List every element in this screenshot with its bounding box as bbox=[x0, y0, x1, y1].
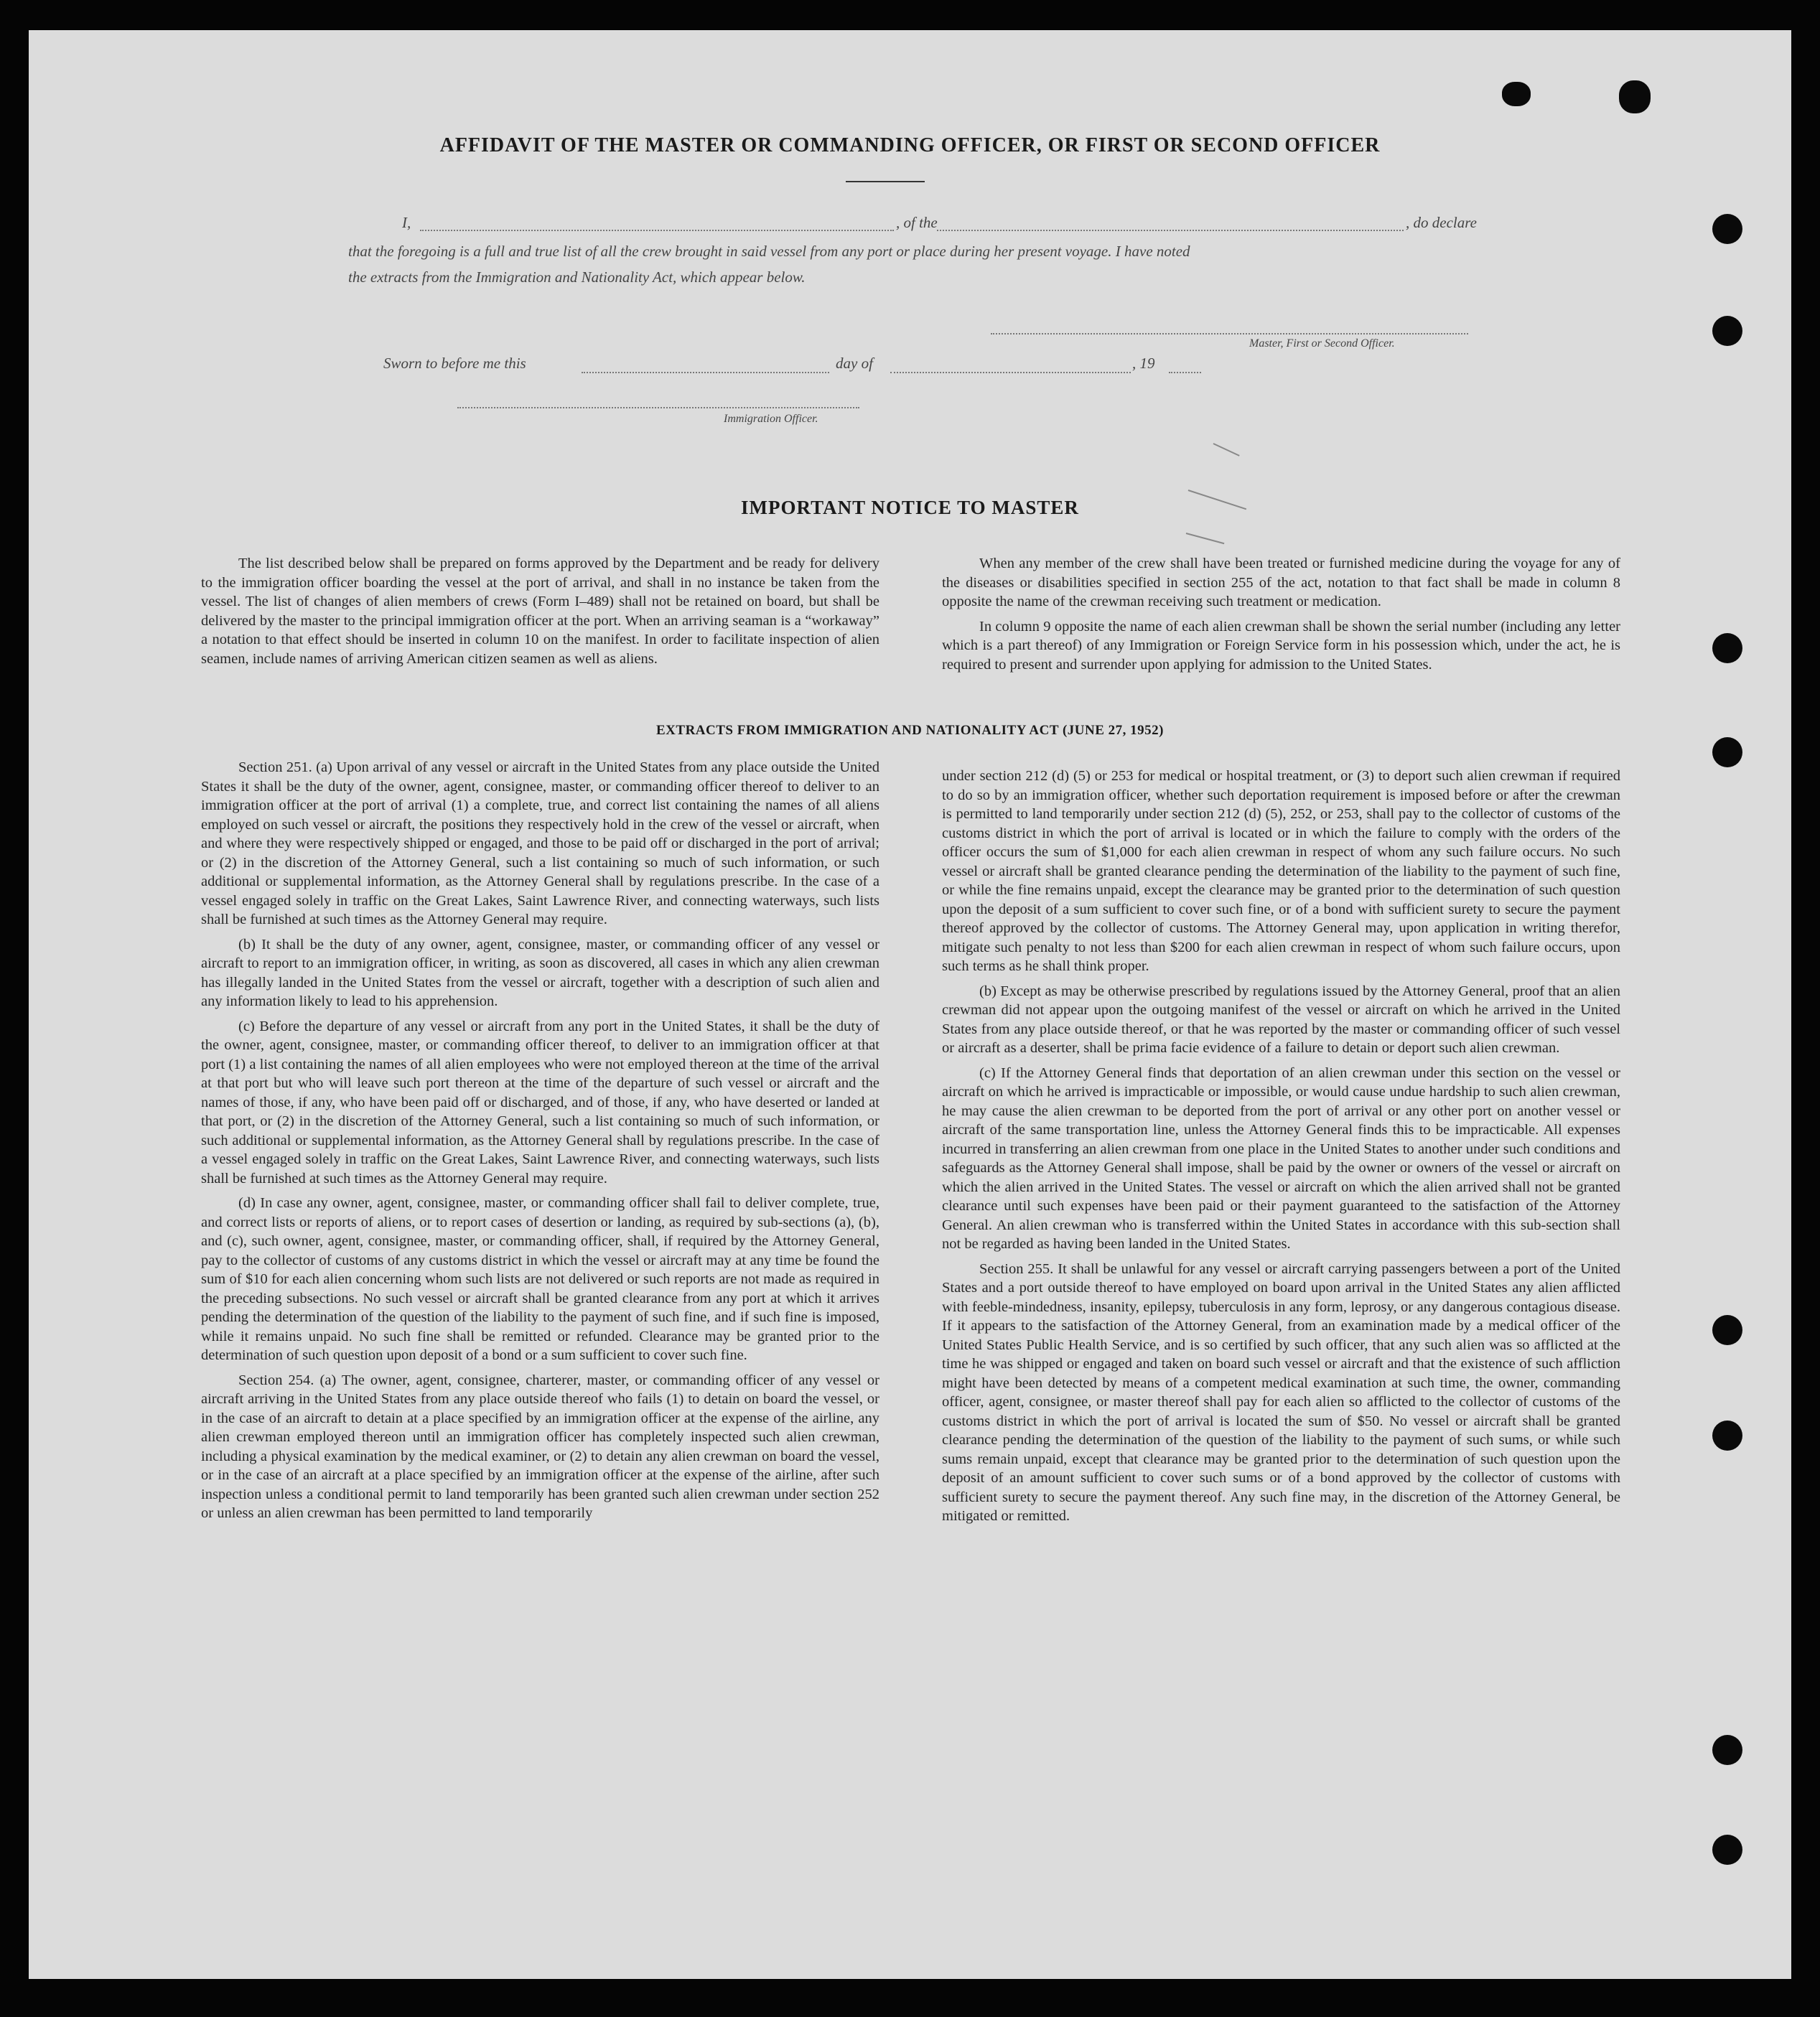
day-of-label: day of bbox=[836, 355, 873, 372]
section-254-b: (b) Except as may be otherwise prescribed by regulations issued by the Attorney General, proof that an alien crewman did not appear upon the outgoing manifest of the vessel or aircraft on which he arrived in the United States from any place outside thereof, or that he was reported by the master or commanding officer of such vessel or aircraft as a deserter, shall be prima facie evidence of a failure to detain or deport such alien crewman. bbox=[942, 983, 1620, 1056]
ink-blot bbox=[1619, 80, 1651, 113]
officer-caption: Immigration Officer. bbox=[724, 413, 818, 425]
extracts-left-column bbox=[201, 758, 879, 1529]
sworn-year-line bbox=[1169, 372, 1201, 373]
notice-left-column bbox=[201, 554, 879, 674]
notice-paragraph: When any member of the crew shall have been treated or furnished medicine during the voyage for any of the diseases or disabilities specified in section 255 of the act, notation to that fact shall be made in column 8 opposite the name of the crewman receiving such treatment or medication. bbox=[942, 556, 1620, 609]
section-254-a-continued: under section 212 (d) (5) or 253 for medical or hospital treatment, or (3) to deport such alien crewman if required to do so by an immigration officer, whether such deportation requirement is imposed before or after the crewman is permitted to land temporarily under section 212 (d) (5), 252, or 253, shall pay to the collector of customs of the customs district in which the port of arrival is located or in which the failure to comply with the orders of the officer occurs the sum of $1,000 for each alien crewman in respect of whom any such failure occurs. No such vessel or aircraft shall be granted clearance pending the determination of the liability to the payment of such fine, or while the fine remains unpaid, except the clearance may be granted prior to the determination of such question upon the deposit of a sum sufficient to cover such fine, or of a bond with sufficient surety to secure the payment thereof approved by the collector of customs. The Attorney General may, upon application in writing therefor, mitigate such penalty to not less than $200 for each alien crewman in respect of whom such failure occurs, upon such terms as he shall think proper. bbox=[942, 768, 1620, 974]
section-251-c: (c) Before the departure of any vessel or aircraft from any port in the United States, it shall be the duty of the owner, agent, consignee, master, or commanding officer thereof, to deliver to an immigration officer at that port (1) a list containing the names of all alien employees who were not employed thereon at the time of the arrival at that port but who will leave such port thereon at the time of the departure of such vessel or aircraft and the names of those, if any, who have been paid off or discharged, and of those, if any, who have deserted or landed at that port, or (2) in the discretion of the Attorney General, such a list containing so much of such information, or such additional or supplemental information, as the Attorney General shall by regulations prescribe. In the case of a vessel engaged solely in traffic on the Great Lakes, Saint Lawrence River, and connecting waterways, such lists shall be furnished at such times as the Attorney General may require. bbox=[201, 1018, 879, 1187]
binder-hole bbox=[1712, 1421, 1742, 1451]
name-field-line bbox=[420, 230, 894, 231]
officer-signature-line bbox=[457, 407, 859, 408]
binder-hole bbox=[1712, 633, 1742, 663]
vessel-field-line bbox=[937, 230, 1404, 231]
ink-blot bbox=[1502, 82, 1531, 106]
extracts-heading: EXTRACTS FROM IMMIGRATION AND NATIONALITY ACT (JUNE 27, 1952) bbox=[656, 723, 1164, 738]
sworn-label: Sworn to before me this bbox=[383, 355, 526, 372]
binder-hole bbox=[1712, 214, 1742, 244]
binder-hole bbox=[1712, 1315, 1742, 1345]
section-251-d: (d) In case any owner, agent, consignee, master, or commanding officer shall fail to deliver complete, true, and correct lists or reports of aliens, or to report cases of desertion or landing, as required by sub-sections (a), (b), and (c), such owner, agent, consignee, master, or commanding officer, shall, if required by the Attorney General, pay to the collector of customs of any customs district in which the vessel or aircraft may at any time be found the sum of $10 for each alien concerning whom such lists are not delivered or such reports are not made as required in the preceding subsections. No such vessel or aircraft shall be granted clearance from any port at which it arrives pending the determination of the question of the liability to the payment of such fine, and if such fine is imposed, while it remains unpaid. No such fine shall be remitted or refunded. Clearance may be granted prior to the determination of such question upon deposit of a bond or a sum sufficient to cover such fine. bbox=[201, 1195, 879, 1363]
extracts-right-column bbox=[942, 767, 1620, 1532]
of-the-label: , of the bbox=[896, 214, 938, 231]
section-254-c: (c) If the Attorney General finds that deportation of an alien crewman under this section on the vessel or aircraft on which he arrived is impracticable or impossible, or would cause undue hardship to such alien crewman, he may cause the alien crewman to be deported from the port of arrival or any other port on another vessel or aircraft of the same transportation line, unless the Attorney General finds this to be impracticable. All expenses incurred in transferring an alien crewman from one place in the United States to another under such conditions and safeguards as the Attorney General shall impose, shall be paid by the owner or owners of the vessel or aircraft on which the alien arrived in the United States. The vessel or aircraft on which the alien arrived shall not be granted clearance until such expenses have been paid or their payment guaranteed to the satisfaction of the Attorney General. An alien crewman who is transferred within the United States in accordance with this sub-section shall not be regarded as having been landed in the United States. bbox=[942, 1064, 1620, 1252]
section-251-a: Section 251. (a) Upon arrival of any vessel or aircraft in the United States from any place outside the United States it shall be the duty of the owner, agent, consignee, master, or commanding officer thereof to deliver to an immigration officer at the port of arrival (1) a complete, true, and correct list containing the names of all aliens employed on such vessel or aircraft, the positions they respectively hold in the crew of the vessel or aircraft, when and where they were respectively shipped or engaged, and those to be paid off or discharged in the port of arrival; or (2) in the discretion of the Attorney General, such a list containing so much of such information, or such additional or supplemental information, as the Attorney General shall by regulations prescribe. In the case of a vessel engaged solely in traffic on the Great Lakes, Saint Lawrence River, and connecting waterways, such lists shall be furnished at such times as the Attorney General may require. bbox=[201, 759, 879, 927]
i-label: I, bbox=[402, 214, 411, 231]
binder-hole bbox=[1712, 737, 1742, 767]
section-251-b: (b) It shall be the duty of any owner, agent, consignee, master, or commanding officer of any vessel or aircraft to report to an immigration officer, in writing, as soon as discovered, all cases in which any alien crewman has illegally landed in the United States from the vessel or aircraft, together with a description of such alien and any information likely to lead to his apprehension. bbox=[201, 936, 879, 1009]
binder-hole bbox=[1712, 316, 1742, 346]
statement-line-2: the extracts from the Immigration and Nationality Act, which appear below. bbox=[348, 268, 806, 286]
binder-hole bbox=[1712, 1735, 1742, 1765]
year-label: , 19 bbox=[1132, 355, 1155, 372]
binder-hole bbox=[1712, 1835, 1742, 1865]
section-254-a: Section 254. (a) The owner, agent, consignee, charterer, master, or commanding officer of any vessel or aircraft arriving in the United States from any place outside thereof who fails (1) to detain on board the vessel, or in the case of an aircraft to detain at a place specified by an immigration officer at the expense of the airline, any alien crewman employed thereon until an immigration officer has completely inspected such alien crewman, including a physical examination by the medical examiner, or (2) to detain any alien crewman on board the vessel, or in the case of an aircraft at a place specified by an immigration officer at the expense of the airline, after such inspection unless a conditional permit to land temporarily has been granted such alien crewman under section 252 or unless an alien crewman has been permitted to land temporarily bbox=[201, 1372, 879, 1521]
notice-paragraph: In column 9 opposite the name of each alien crewman shall be shown the serial number (including any letter which is a part thereof) of any Immigration or Foreign Service form in his possession which, under the act, he is required to present and surrender upon applying for admission to the United States. bbox=[942, 618, 1620, 673]
master-signature-line bbox=[991, 333, 1468, 334]
sworn-day-line bbox=[582, 372, 829, 373]
sworn-month-line bbox=[890, 372, 1131, 373]
section-255: Section 255. It shall be unlawful for any vessel or aircraft carrying passengers between a port of the United States and a port outside thereof to have employed on board upon arrival in the United States any alien afflicted with feeble-mindedness, insanity, epilepsy, tuberculosis in any form, leprosy, or any dangerous contagious disease. If it appears to the satisfaction of the Attorney General, from an examination made by a medical officer of the United States Public Health Service, and is so certified by such officer, that any such alien was so afflicted at the time he was shipped or engaged and taken on board such vessel or aircraft and that the existence of such affliction might have been detected by means of a competent medical examination at such time, the owner, commanding officer, agent, consignee, or master thereof shall pay for each alien so afflicted to the collector of customs of the customs district in which the port of arrival is located the sum of $50. No vessel or aircraft shall be granted clearance pending the determination of the question of the liability to the payment of such sums, or while such sums remain unpaid, except that clearance may be granted prior to the determination of such question upon the deposit of an amount sufficient to cover such sums or of a bond approved by the collector of customs with sufficient surety to secure the payment thereof. Any such fine may, in the discretion of the Attorney General, be mitigated or remitted. bbox=[942, 1260, 1620, 1524]
pen-mark bbox=[1186, 533, 1225, 544]
title-rule bbox=[846, 181, 925, 182]
form-sheet bbox=[29, 30, 1791, 1979]
affidavit-title: AFFIDAVIT OF THE MASTER OR COMMANDING OFFICER, OR FIRST OR SECOND OFFICER bbox=[439, 134, 1381, 156]
do-declare-label: , do declare bbox=[1406, 214, 1477, 231]
master-caption: Master, First or Second Officer. bbox=[1249, 337, 1395, 350]
notice-paragraph: The list described below shall be prepared on forms approved by the Department and be ready for delivery to the immigration officer boarding the vessel at the port of arrival, and shall in no instance be taken from the vessel. The list of changes of alien members of crews (Form I–489) shall not be retained on board, but shall be delivered by the master to the principal immigration officer at the port. When an arriving seaman is a “workaway” a notation to that effect should be inserted in column 10 on the manifest. In order to facilitate inspection of alien seamen, include names of arriving American citizen seamen as well as aliens. bbox=[201, 556, 879, 667]
pen-mark bbox=[1213, 443, 1240, 457]
notice-heading: IMPORTANT NOTICE TO MASTER bbox=[741, 497, 1079, 518]
notice-right-column bbox=[942, 554, 1620, 680]
statement-line-1: that the foregoing is a full and true list of all the crew brought in said vessel from any port or place during her present voyage. I have noted bbox=[348, 243, 1190, 260]
